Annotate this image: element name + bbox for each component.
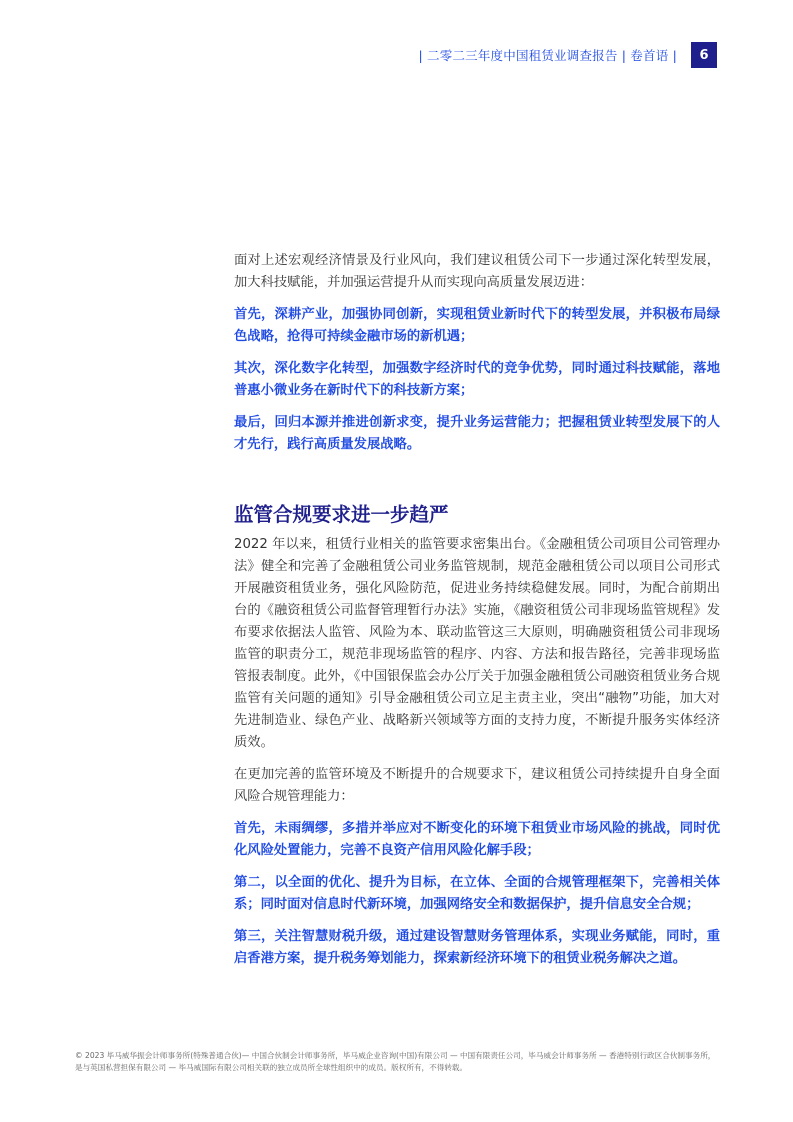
intro-lead: 面对上述宏观经济情景及行业风向，我们建议租赁公司下一步通过深化转型发展，加大科技赋能，并加强运营提升从而实现向高质量发展迈进：	[234, 253, 720, 290]
section-lead: 在更加完善的监管环境及不断提升的合规要求下，建议租赁公司持续提升自身全面风险合规管理能力：	[234, 767, 720, 804]
main-content	[234, 250, 720, 980]
section-point-2: 第二，以全面的优化、提升为目标，在立体、全面的合规管理框架下，完善相关体系；同时面对信息时代新环境，加强网络安全和数据保护，提升信息安全合规；	[234, 875, 720, 912]
page-number: 6	[691, 42, 717, 68]
intro-point-3: 最后，回归本源并推进创新求变，提升业务运营能力；把握租赁业转型发展下的人才先行，践行高质量发展战略。	[234, 415, 720, 452]
section-point-1: 首先，未雨绸缪，多措并举应对不断变化的环境下租赁业市场风险的挑战，同时优化风险处置能力，完善不良资产信用风险化解手段；	[234, 821, 720, 858]
intro-point-2: 其次，深化数字化转型，加强数字经济时代的竞争优势，同时通过科技赋能，落地普惠小微业务在新时代下的科技新方案；	[234, 361, 720, 398]
header-title: | 二零二三年度中国租赁业调查报告 | 卷首语 |	[418, 48, 677, 63]
section-heading: 监管合规要求进一步趋严	[234, 503, 449, 526]
footer-copyright: © 2023 毕马威华振会计师事务所(特殊普通合伙)— 中国合伙制会计师事务所，毕马威企业咨询(中国)有限公司 — 中国有限责任公司，毕马威会计师事务所 — 香港特别行政区合伙制事务所，是与英国私营担保有限公司 — 毕马威国际有限公司相关联的独立成员所全球性组织中的成员。版权所有，不得转载。	[75, 1051, 716, 1072]
page-header	[418, 42, 717, 68]
section-body: 2022 年以来，租赁行业相关的监管要求密集出台。《金融租赁公司项目公司管理办法》健全和完善了金融租赁公司业务监管规制，规范金融租赁公司以项目公司形式开展融资租赁业务，强化风险防范，促进业务持续稳健发展。同时，为配合前期出台的《融资租赁公司监督管理暂行办法》实施，《融资租赁公司非现场监管规程》发布要求依据法人监管、风险为本、联动监管这三大原则，明确融资租赁公司非现场监管的职责分工，规范非现场监管的程序、内容、方法和报告路径，完善非现场监管报表制度。此外，《中国银保监会办公厅关于加强金融租赁公司融资租赁业务合规监管有关问题的通知》引导金融租赁公司立足主责主业，突出“融物”功能，加大对先进制造业、绿色产业、战略新兴领域等方面的支持力度，不断提升服务实体经济质效。	[234, 537, 720, 750]
intro-point-1: 首先，深耕产业，加强协同创新，实现租赁业新时代下的转型发展，并积极布局绿色战略，抢得可持续金融市场的新机遇；	[234, 307, 720, 344]
section-point-3: 第三，关注智慧财税升级，通过建设智慧财务管理体系，实现业务赋能，同时，重启香港方案，提升税务筹划能力，探索新经济环境下的租赁业税务解决之道。	[234, 929, 720, 966]
